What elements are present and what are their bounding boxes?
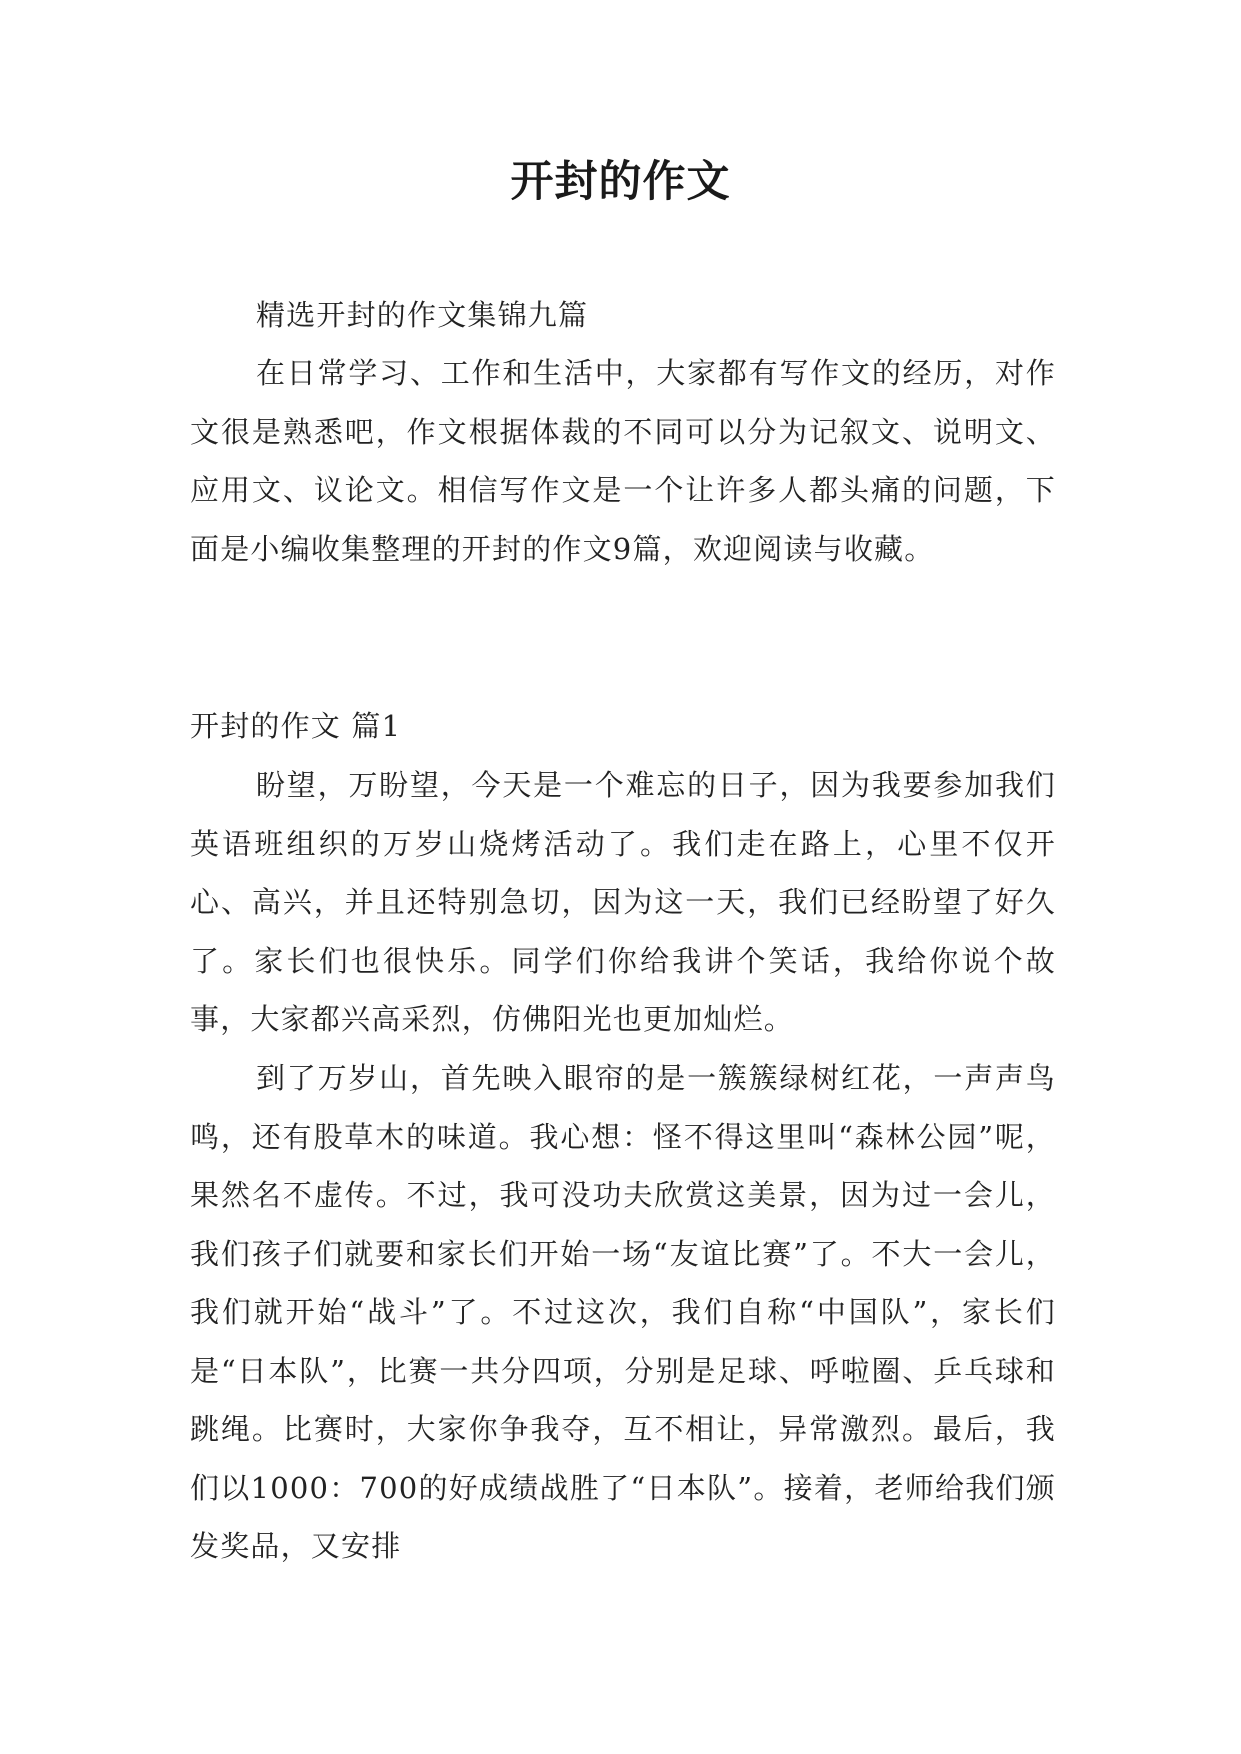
collection-line: 精选开封的作文集锦九篇 xyxy=(256,298,589,332)
intro-paragraph: 在日常学习、工作和生活中，大家都有写作文的经历，对作文很是熟悉吧，作文根据体裁的不同可以分为记叙文、说明文、应用文、议论文。相信写作文是一个让许多人都头痛的问题，下面是小编收集整理的开封的作文9篇，欢迎阅读与收藏。 xyxy=(190,356,1056,566)
section-paragraph: 盼望，万盼望，今天是一个难忘的日子，因为我要参加我们英语班组织的万岁山烧烤活动了。我们走在路上，心里不仅开心、高兴，并且还特别急切，因为这一天，我们已经盼望了好久了。家长们也很快乐。同学们你给我讲个笑话，我给你说个故事，大家都兴高采烈，仿佛阳光也更加灿烂。 xyxy=(190,768,1056,1036)
document-title: 开封的作文 xyxy=(510,157,731,207)
section-heading: 开封的作文 篇1 xyxy=(190,709,402,743)
section-paragraph: 到了万岁山，首先映入眼帘的是一簇簇绿树红花，一声声鸟鸣，还有股草木的味道。我心想：怪不得这里叫“森林公园”呢，果然名不虚传。不过，我可没功夫欣赏这美景，因为过一会儿，我们孩子们就要和家长们开始一场“友谊比赛”了。不大一会儿，我们就开始“战斗”了。不过这次，我们自称“中国队”，家长们是“日本队”，比赛一共分四项，分别是足球、呼啦圈、乒乓球和跳绳。比赛时，大家你争我夺，互不相让，异常激烈。最后，我们以1000：700的好成绩战胜了“日本队”。接着，老师给我们颁发奖品，又安排 xyxy=(190,1061,1056,1563)
